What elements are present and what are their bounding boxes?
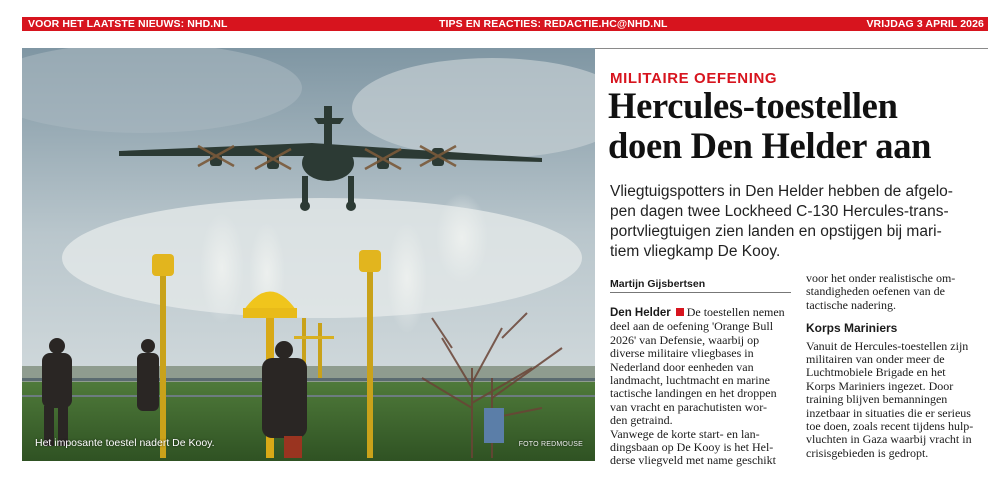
body-line: voor het onder realistische om- [806,271,956,285]
body-line: den getraind. [610,413,673,428]
body-line: deel aan de oefening 'Orange Bull [610,319,774,334]
body-line: diverse militaire vliegbases in [610,346,754,361]
body-column-1 [610,306,792,468]
body-line: inzetbaar in situaties die er serieus [806,405,971,420]
top-bar [22,17,988,31]
body-line: landmacht, luchtmacht en marine [610,373,770,388]
article-headline [608,86,993,166]
body-line: toe doen, zoals recent tijdens hulp- [806,419,974,434]
body-line: dingsbaan op De Kooy is het Hel- [610,440,774,455]
article-photo [22,48,595,461]
news-site-link[interactable]: VOOR HET LAATSTE NIEUWS: NHD.NL [28,18,228,30]
lead-line: Vliegtuigspotters in Den Helder hebben de afgelo- [610,183,953,200]
tips-email-link[interactable]: TIPS EN REACTIES: REDACTIE.HC@NHD.NL [439,18,668,30]
body-line: militairen van onder meer de [806,352,945,367]
byline-rule [610,292,791,293]
body-line: Vanuit de Hercules-toestellen zijn [806,338,969,353]
body-line: Luchtmobiele Brigade en het [806,365,946,380]
body-line: training blijven bemanningen [806,392,948,407]
section-subhead: Korps Mariniers [806,321,898,336]
body-line-first [610,306,792,320]
body-line: standigheden oefenen van de [806,284,945,299]
headline-line: Hercules-toestellen [608,85,898,126]
body-line: vluchten in Gaza waarbij vracht in [806,432,972,447]
photo-credit: FOTO REDMOUSE [518,441,583,448]
body-line: 2026' van Defensie, waarbij op [610,332,760,347]
headline-line: doen Den Helder aan [608,125,932,166]
body-line: crisisgebieden is gedropt. [806,445,929,460]
body-line: derse vliegveld met name geschikt [610,453,776,468]
body-line: tactische landingen en het droppen [610,386,777,401]
body-column-2 [806,272,988,460]
body-line: Nederland door eenheden van [610,359,754,374]
lead-line: pen dagen twee Lockheed C-130 Hercules-trans- [610,203,949,220]
body-line: Vanwege de korte start- en lan- [610,426,760,441]
body-line: van vracht en parachutisten wor- [610,399,768,414]
photo-caption: Het imposante toestel nadert De Kooy. [35,437,215,449]
article-lead [610,182,985,262]
lead-line: tiem vliegkamp De Kooy. [610,243,781,260]
author-byline: Martijn Gijsbertsen [610,278,706,290]
lead-line: portvliegtuigen zien landen en opstijgen bij mari- [610,223,942,240]
body-line: tactische nadering. [806,297,896,312]
photo-illustration [22,48,595,461]
article-kicker: MILITAIRE OEFENING [610,70,778,87]
dateline-square-icon [676,308,684,316]
dateline: Den Helder [610,307,671,319]
body-line: De toestellen nemen [686,305,785,319]
issue-date: VRIJDAG 3 APRIL 2026 [866,18,984,30]
body-line: Korps Mariniers ingezet. Door [806,378,954,393]
